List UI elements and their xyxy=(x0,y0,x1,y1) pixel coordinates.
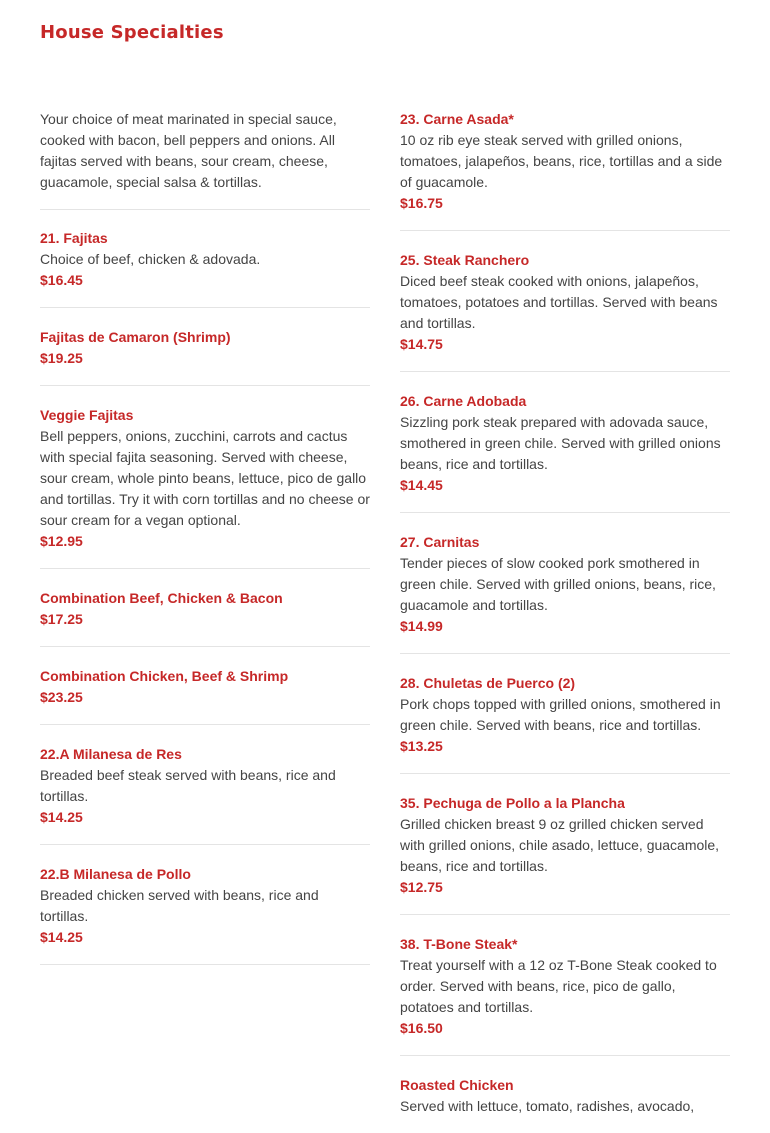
menu-item-description: Sizzling pork steak prepared with adovada sauce, smothered in green chile. Served with grilled onions beans, rice and tortillas. xyxy=(400,414,721,472)
menu-item-price: $17.25 xyxy=(40,611,83,627)
section-title: House Specialties xyxy=(40,22,224,43)
menu-item-description: Served with lettuce, tomato, radishes, avocado, xyxy=(400,1098,695,1114)
menu-item-description: Breaded chicken served with beans, rice and tortillas. xyxy=(40,887,319,924)
menu-item-price: $13.25 xyxy=(400,738,443,754)
menu-item xyxy=(400,109,730,231)
menu-item xyxy=(40,725,370,845)
menu-item-description: Pork chops topped with grilled onions, smothered in green chile. Served with beans, rice and tortillas. xyxy=(400,696,721,733)
menu-item-description: Diced beef steak cooked with onions, jalapeños, tomatoes, potatoes and tortillas. Served with beans and tortillas. xyxy=(400,273,718,331)
menu-item-price: $19.25 xyxy=(40,350,83,366)
menu-item-description: Grilled chicken breast 9 oz grilled chicken served with grilled onions, chile asado, lettuce, guacamole, beans, rice and tortillas. xyxy=(400,816,720,874)
menu-item xyxy=(400,513,730,654)
menu-item-name: 28. Chuletas de Puerco (2) xyxy=(400,675,576,691)
menu-item xyxy=(40,569,370,647)
menu-item-name: 27. Carnitas xyxy=(400,534,480,550)
menu-item xyxy=(400,915,730,1056)
menu-item-price: $16.75 xyxy=(400,195,443,211)
menu-item-price: $12.95 xyxy=(40,533,83,549)
menu-item xyxy=(40,308,370,386)
menu-item-description: Bell peppers, onions, zucchini, carrots and cactus with special fajita seasoning. Served with cheese, sour cream, whole pinto beans, lettuce, pico de gallo and tortillas. Try it with corn tortillas and no cheese or sour cream for a vegan optional. xyxy=(40,428,370,528)
menu-column-right xyxy=(400,109,730,1133)
menu-item-description: 10 oz rib eye steak served with grilled onions, tomatoes, jalapeños, beans, rice, tortillas and a side of guacamole. xyxy=(400,132,723,190)
menu-item xyxy=(400,774,730,915)
menu-item-name: Combination Beef, Chicken & Bacon xyxy=(40,590,283,606)
menu-item-price: $14.75 xyxy=(400,336,443,352)
menu-item-name: Combination Chicken, Beef & Shrimp xyxy=(40,668,289,684)
menu-item-description: Tender pieces of slow cooked pork smothered in green chile. Served with grilled onions, beans, rice, guacamole and tortillas. xyxy=(400,555,716,613)
menu-item-name: 38. T-Bone Steak* xyxy=(400,936,518,952)
menu-item-name: 25. Steak Ranchero xyxy=(400,252,530,268)
menu-item-name: 21. Fajitas xyxy=(40,230,108,246)
menu-item-name: Veggie Fajitas xyxy=(40,407,134,423)
menu-item xyxy=(400,231,730,372)
menu-item-name: 23. Carne Asada* xyxy=(400,111,514,127)
menu-item-name: 26. Carne Adobada xyxy=(400,393,527,409)
menu-item xyxy=(40,647,370,725)
menu-item-price: $23.25 xyxy=(40,689,83,705)
menu-item-price: $14.25 xyxy=(40,929,83,945)
menu-item-price: $14.99 xyxy=(400,618,443,634)
menu-item-price: $12.75 xyxy=(400,879,443,895)
menu-item xyxy=(40,210,370,308)
menu-item-name: Fajitas de Camaron (Shrimp) xyxy=(40,329,231,345)
menu-item-description: Treat yourself with a 12 oz T-Bone Steak cooked to order. Served with beans, rice, pico de gallo, potatoes and tortillas. xyxy=(400,957,717,1015)
menu-item-name: 35. Pechuga de Pollo a la Plancha xyxy=(400,795,625,811)
menu-item-name: 22.A Milanesa de Res xyxy=(40,746,182,762)
menu-item xyxy=(400,372,730,513)
menu-item xyxy=(400,654,730,774)
menu-item xyxy=(40,845,370,965)
menu-item-description: Breaded beef steak served with beans, rice and tortillas. xyxy=(40,767,336,804)
menu-item-price: $14.25 xyxy=(40,809,83,825)
menu-item xyxy=(400,1056,730,1133)
menu-item-name: Roasted Chicken xyxy=(400,1077,514,1093)
menu-item xyxy=(40,386,370,569)
menu-item-price: $14.45 xyxy=(400,477,443,493)
menu-item-description: Choice of beef, chicken & adovada. xyxy=(40,251,261,267)
menu-item-price: $16.45 xyxy=(40,272,83,288)
menu-item-name: 22.B Milanesa de Pollo xyxy=(40,866,191,882)
menu-item-price: $16.50 xyxy=(400,1020,443,1036)
section-intro: Your choice of meat marinated in special sauce, cooked with bacon, bell peppers and onions. All fajitas served with beans, sour cream, cheese, guacamole, special salsa & tortillas. xyxy=(40,109,370,210)
menu-column-left xyxy=(40,109,370,965)
